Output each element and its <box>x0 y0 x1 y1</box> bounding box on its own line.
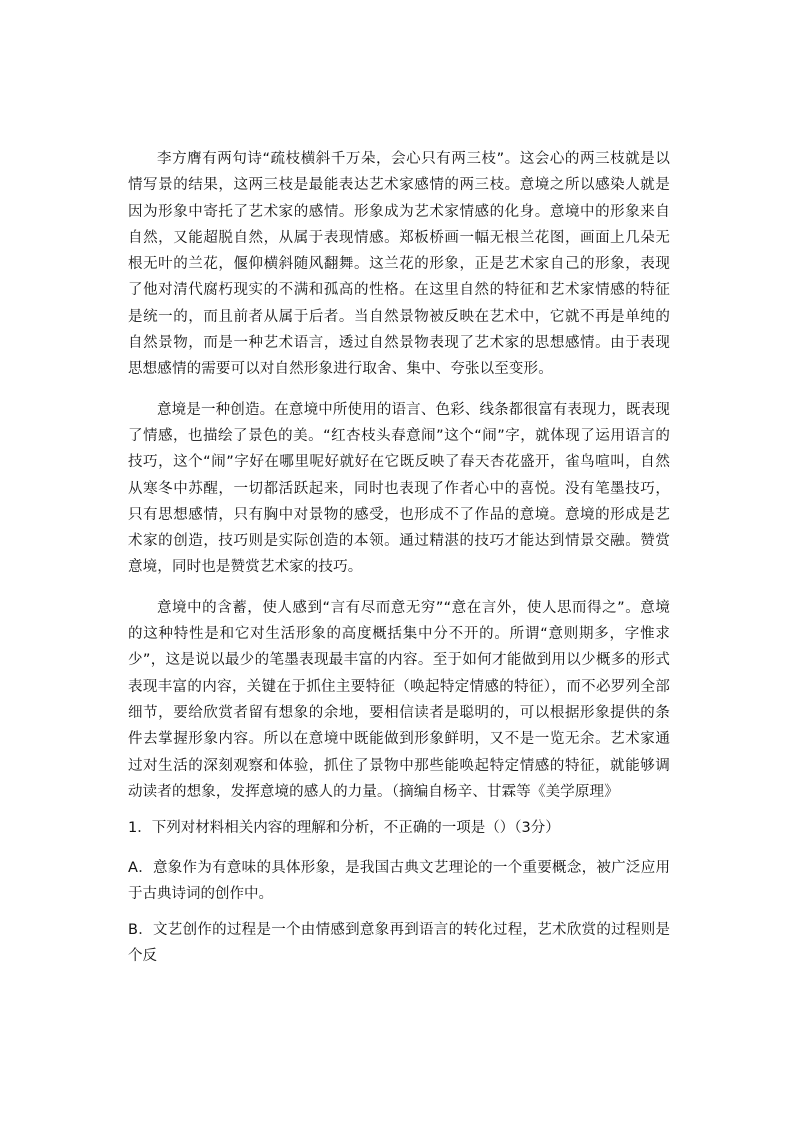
question-stem: 1．下列对材料相关内容的理解和分析，不正确的一项是（）（3分） <box>128 820 560 837</box>
passage-paragraph-1: 李方膺有两句诗“疏枝横斜千万朵，会心只有两三枝”。这会心的两三枝就是以情写景的结果，这两三枝是最能表达艺术家感情的两三枝。意境之所以感染人就是因为形象中寄托了艺术家的感情。形象成为艺术家情感的化身。意境中的形象来自自然，又能超脱自然，从属于表现情感。郑板桥画一幅无根兰花图，画面上几朵无根无叶的兰花，偃仰横斜随风翻舞。这兰花的形象，正是艺术家自己的形象，表现了他对清代腐朽现实的不满和孤高的性格。在这里自然的特征和艺术家情感的特征是统一的，而且前者从属于后者。当自然景物被反映在艺术中，它就不再是单纯的自然景物，而是一种艺术语言，透过自然景物表现了艺术家的思想感情。由于表现思想感情的需要可以对自然形象进行取舍、集中、夸张以至变形。 <box>128 151 670 378</box>
option-b: B．文艺创作的过程是一个由情感到意象再到语言的转化过程，艺术欣赏的过程则是个反 <box>128 922 670 965</box>
passage-paragraph-3: 意境中的含蓄，使人感到“言有尽而意无穷”“意在言外，使人思而得之”。意境的这种特性是和它对生活形象的高度概括集中分不开的。所谓“意则期多，字惟求少”，这是说以最少的笔墨表现最丰富的内容。至于如何才能做到用以少概多的形式表现丰富的内容，关键在于抓住主要特征（唤起特定情感的特征），而不必罗列全部细节，要给欣赏者留有想象的余地，要相信读者是聪明的，可以根据形象提供的条件去掌握形象内容。所以在意境中既能做到形象鲜明，又不是一览无余。艺术家通过对生活的深刻观察和体验，抓住了景物中那些能唤起特定情感的特征，就能够调动读者的想象，发挥意境的感人的力量。（摘编自杨辛、甘霖等《美学原理》 <box>128 599 670 800</box>
document-page <box>128 146 670 979</box>
option-a: A．意象作为有意味的具体形象，是我国古典文艺理论的一个重要概念，被广泛应用于古典诗词的创作中。 <box>128 860 670 903</box>
passage-paragraph-2: 意境是一种创造。在意境中所使用的语言、色彩、线条都很富有表现力，既表现了情感，也描绘了景色的美。“红杏枝头春意闹”这个“闹”字，就体现了运用语言的技巧，这个“闹”字好在哪里呢好就好在它既反映了春天杏花盛开，雀鸟喧叫，自然从寒冬中苏醒，一切都活跃起来，同时也表现了作者心中的喜悦。没有笔墨技巧，只有思想感情，只有胸中对景物的感受，也形成不了作品的意境。意境的形成是艺术家的创造，技巧则是实际创造的本领。通过精湛的技巧才能达到情景交融。赞赏意境，同时也是赞赏艺术家的技巧。 <box>128 401 670 576</box>
